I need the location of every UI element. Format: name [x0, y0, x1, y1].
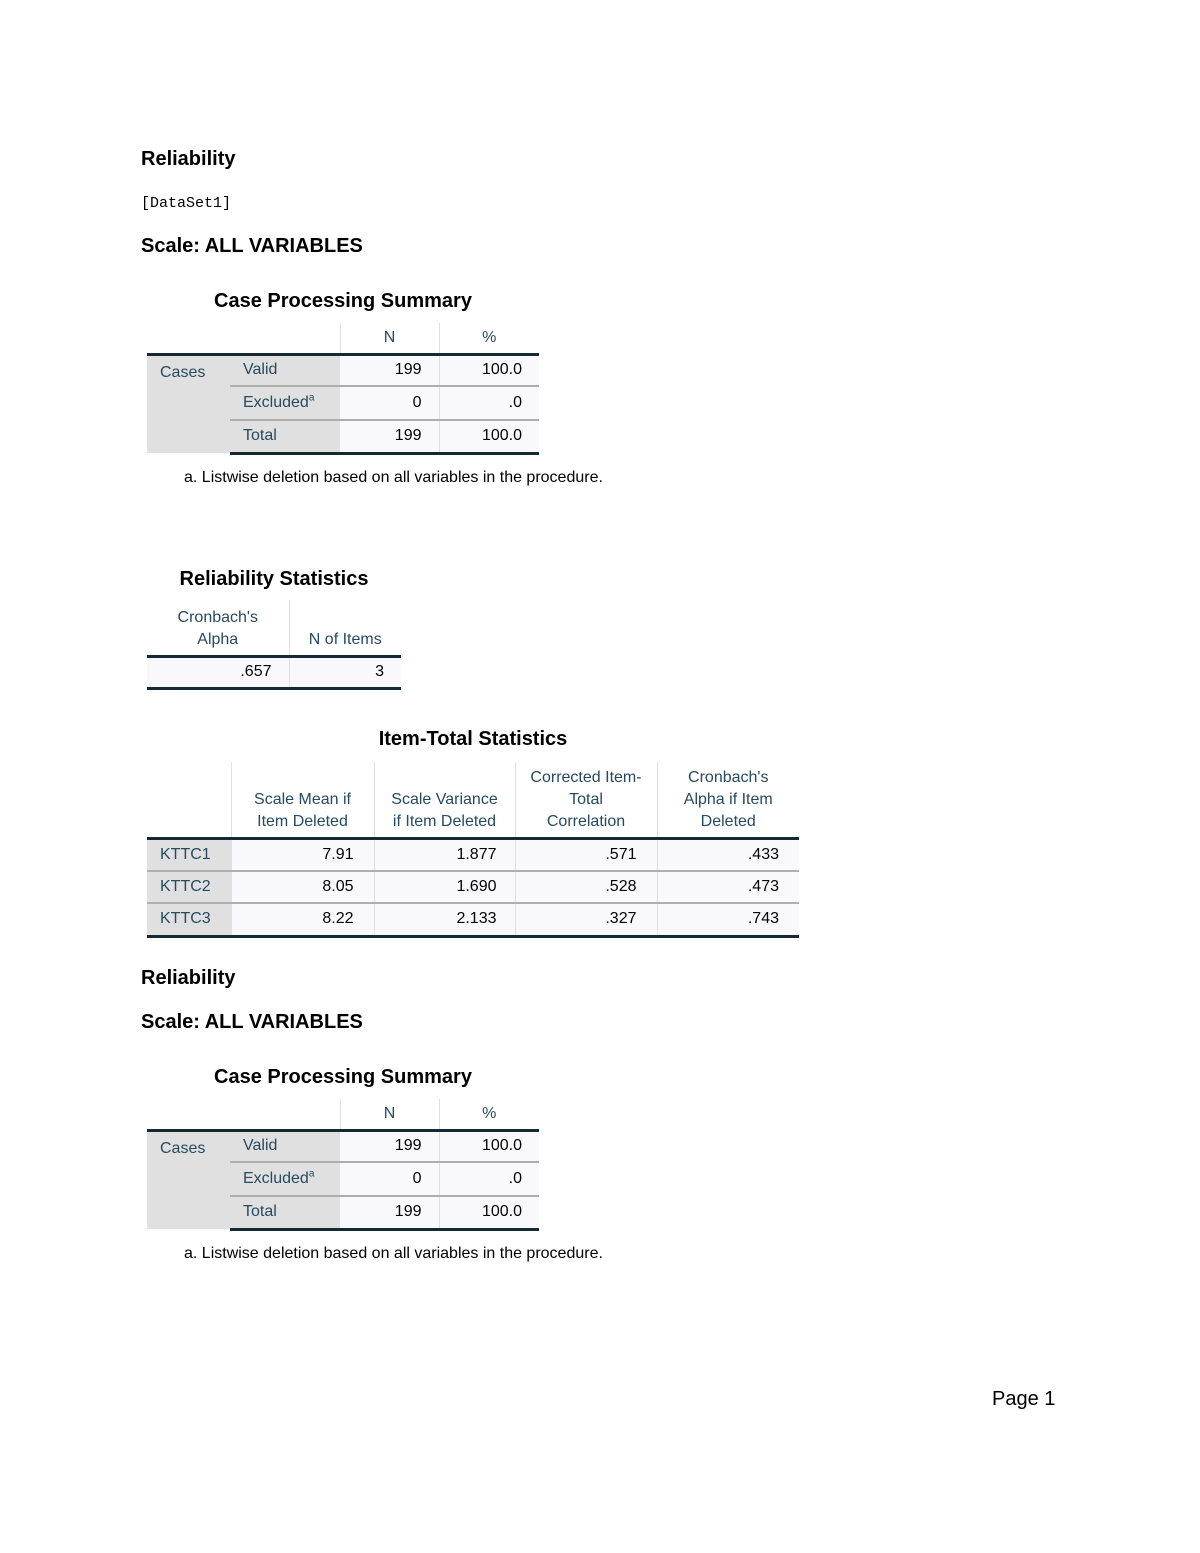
col-header-alpha-if-deleted: Cronbach's Alpha if Item Deleted: [657, 762, 799, 838]
cell-n-items: 3: [289, 656, 401, 688]
row-label: Excluded$^a$: [230, 1162, 340, 1196]
footnote-marker: a: [308, 392, 315, 404]
row-group-label: Cases: [147, 1130, 230, 1229]
row-label: KTTC3: [147, 903, 231, 936]
col-header-n: N: [340, 1099, 439, 1130]
table-row: [147, 871, 799, 903]
scale-heading: Scale: ALL VARIABLES: [141, 1011, 363, 1033]
footnote: a. Listwise deletion based on all variables in the procedure.: [184, 1245, 603, 1262]
cell-variance: 1.877: [374, 838, 515, 871]
col-header-n-items: N of Items: [289, 600, 401, 656]
cell-alpha: .473: [657, 871, 799, 903]
case-summary-table: [147, 323, 539, 455]
cell-n: 199: [340, 1130, 439, 1162]
page-number: Page 1: [992, 1388, 1056, 1410]
cell-n: 0: [340, 386, 439, 420]
table-row: [147, 903, 799, 936]
cell-pct: .0: [439, 386, 539, 420]
cell-alpha: .657: [147, 656, 289, 688]
section-heading: Reliability: [141, 967, 236, 989]
section-heading: Reliability: [141, 148, 236, 170]
cell-mean: 8.22: [231, 903, 374, 936]
cell-variance: 1.690: [374, 871, 515, 903]
row-label: Total: [230, 1196, 340, 1229]
col-header-cronbach-alpha: Cronbach's Alpha: [177, 608, 258, 648]
reliability-stats-table: [147, 600, 401, 690]
cell-correlation: .528: [515, 871, 657, 903]
cell-n: 0: [340, 1162, 439, 1196]
cell-pct: 100.0: [439, 420, 539, 453]
cell-mean: 8.05: [231, 871, 374, 903]
row-label: Total: [230, 420, 340, 453]
col-header-corrected-correlation: Corrected Item- Total Correlation: [515, 762, 657, 838]
item-total-title: Item-Total Statistics: [378, 728, 568, 750]
dataset-label: [DataSet1]: [141, 195, 232, 212]
col-header-scale-variance: Scale Variance if Item Deleted: [374, 762, 515, 838]
cell-n: 199: [340, 1196, 439, 1229]
row-label: Valid: [230, 1130, 340, 1162]
cell-correlation: .571: [515, 838, 657, 871]
cell-n: 199: [340, 420, 439, 453]
item-total-table: [147, 762, 799, 938]
scale-heading: Scale: ALL VARIABLES: [141, 235, 363, 257]
cell-variance: 2.133: [374, 903, 515, 936]
case-summary-title: Case Processing Summary: [214, 1066, 472, 1088]
cell-mean: 7.91: [231, 838, 374, 871]
cell-pct: 100.0: [439, 1130, 539, 1162]
cell-pct: 100.0: [439, 354, 539, 386]
footnote: a. Listwise deletion based on all variables in the procedure.: [184, 469, 603, 486]
case-summary-title: Case Processing Summary: [214, 290, 472, 312]
cell-pct: 100.0: [439, 1196, 539, 1229]
cell-alpha: .743: [657, 903, 799, 936]
footnote-marker: a: [308, 1168, 315, 1180]
row-label: KTTC2: [147, 871, 231, 903]
case-summary-table: [147, 1099, 539, 1231]
col-header-n: N: [340, 323, 439, 354]
col-header-pct: %: [439, 1099, 539, 1130]
row-label: Valid: [230, 354, 340, 386]
col-header-pct: %: [439, 323, 539, 354]
cell-n: 199: [340, 354, 439, 386]
row-group-label: Cases: [147, 354, 230, 453]
cell-pct: .0: [439, 1162, 539, 1196]
cell-alpha: .433: [657, 838, 799, 871]
reliability-stats-title: Reliability Statistics: [179, 568, 369, 590]
col-header-scale-mean: Scale Mean if Item Deleted: [231, 762, 374, 838]
row-label: Excluded$^a$: [230, 386, 340, 420]
row-label: KTTC1: [147, 838, 231, 871]
table-row: [147, 838, 799, 871]
cell-correlation: .327: [515, 903, 657, 936]
